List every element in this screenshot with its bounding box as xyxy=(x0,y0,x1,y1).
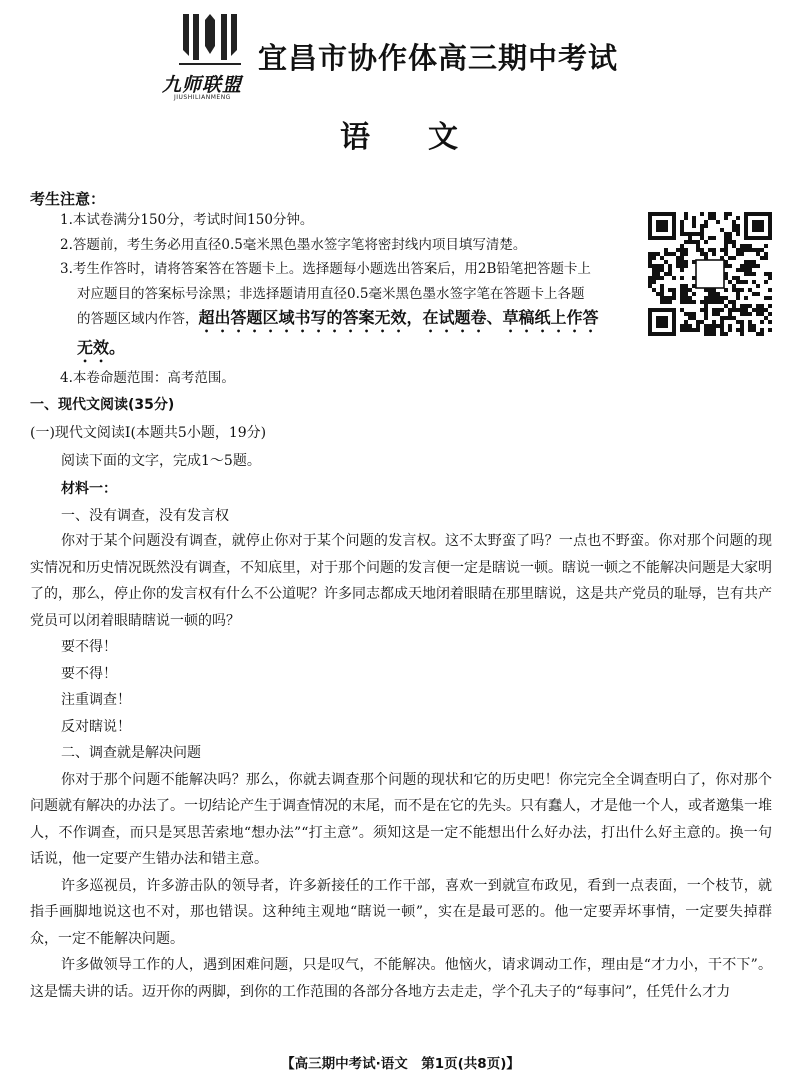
subject-title: 语文 xyxy=(340,120,516,155)
notice-item-part: 的答题区域内作答， xyxy=(77,311,199,327)
notice-emphasis-end: 无效。 xyxy=(77,338,126,357)
paragraph: 许多巡视员，许多游击队的领导者，许多新接任的工作干部，喜欢一到就宣布政见，看到一点表面，一个枝节，就指手画脚地说这也不对，那也错误。这种纯主观地“瞎说一顿”，实在是最可恶的。他一定要弄坏事情，一定要失掉群众，一定不能解决问题。 xyxy=(30,877,772,947)
paragraph: 注重调查！ xyxy=(61,692,131,708)
part-heading: 一、现代文阅读(35分) xyxy=(30,397,175,413)
notice-item-continued: 对应题目的答案标号涂黑；非选择题请用直径0.5毫米黑色墨水签字笔在答题卡上各题 xyxy=(77,285,585,302)
logo-text: 九师联盟 xyxy=(162,74,243,96)
page-footer: 【高三期中考试·语文 第1页(共8页)】 xyxy=(281,1056,520,1072)
notice-item-continued xyxy=(60,306,640,336)
article-body xyxy=(30,528,772,1005)
paragraph: 要不得！ xyxy=(61,639,117,655)
paragraph: 你对于某个问题没有调查，就停止你对于某个问题的发言权。这不太野蛮了吗？一点也不野蛮。你对那个问题的现实情况和历史情况既然没有调查，不知底里，对于那个问题的发言便一定是瞎说一顿。瞎说一顿之不能解决问题是大家明了的，那么，停止你的发言权有什么不公道呢？许多同志都成天地闭着眼睛在那里瞎说，这是共产党员的耻辱，岂有共产党员可以闭着眼睛瞎说一顿的吗？ xyxy=(30,533,772,629)
notice-item: 2.答题前，考生务必用直径0.5毫米黑色墨水签字笔将密封线内项目填写清楚。 xyxy=(60,236,527,253)
paragraph: 反对瞎说！ xyxy=(61,718,131,735)
paragraph: 你对于那个问题不能解决吗？那么，你就去调查那个问题的现状和它的历史吧！你完完全全调查明白了，你对那个问题就有解决的办法了。一切结论产生于调查情况的末尾，而不是在它的先头。只有蠢人，才是他一个人，或者邀集一堆人，不作调查，而只是冥思苦索地“想办法”“打主意”。须知这是一定不能想出什么好办法，打出什么好主意的。换一句话说，他一定要产生错办法和错主意。 xyxy=(30,771,772,867)
paragraph: 二、调查就是解决问题 xyxy=(61,745,201,761)
notice-title: 考生注意： xyxy=(30,190,106,208)
paragraph: 许多做领导工作的人，遇到困难问题，只是叹气，不能解决。他恼火，请求调动工作，理由是“才力小，干不下”。这是懦夫讲的话。迈开你的两脚，到你的工作范围的各部分各地方去走走，学个孔夫子的“每事问”，任凭什么才力 xyxy=(30,957,772,1000)
notice-item: 4.本卷命题范围：高考范围。 xyxy=(60,370,235,386)
subpart-heading: (一)现代文阅读Ⅰ(本题共5小题，19分) xyxy=(30,425,267,441)
material-label: 材料一： xyxy=(61,481,117,497)
notice-item: 1.本试卷满分150分，考试时间150分钟。 xyxy=(60,212,314,228)
paragraph: 要不得！ xyxy=(61,665,117,682)
notice-item: 3.考生作答时，请将答案答在答题卡上。选择题每小题选出答案后，用2B铅笔把答题卡上 xyxy=(60,261,591,277)
notice-emphasis: 超出答题区域书写的答案无效，在试题卷、草稿纸上作答 xyxy=(198,308,599,327)
section-heading: 一、没有调查，没有发言权 xyxy=(61,508,229,524)
instruction-text: 阅读下面的文字，完成1～5题。 xyxy=(61,453,261,469)
qr-code-icon xyxy=(648,212,772,336)
logo-subtext: JIUSHILIANMENG xyxy=(174,94,231,101)
notice-list xyxy=(60,208,640,391)
logo xyxy=(160,10,260,102)
exam-title: 宜昌市协作体高三期中考试 xyxy=(258,41,619,75)
logo-emblem-icon xyxy=(175,10,245,68)
